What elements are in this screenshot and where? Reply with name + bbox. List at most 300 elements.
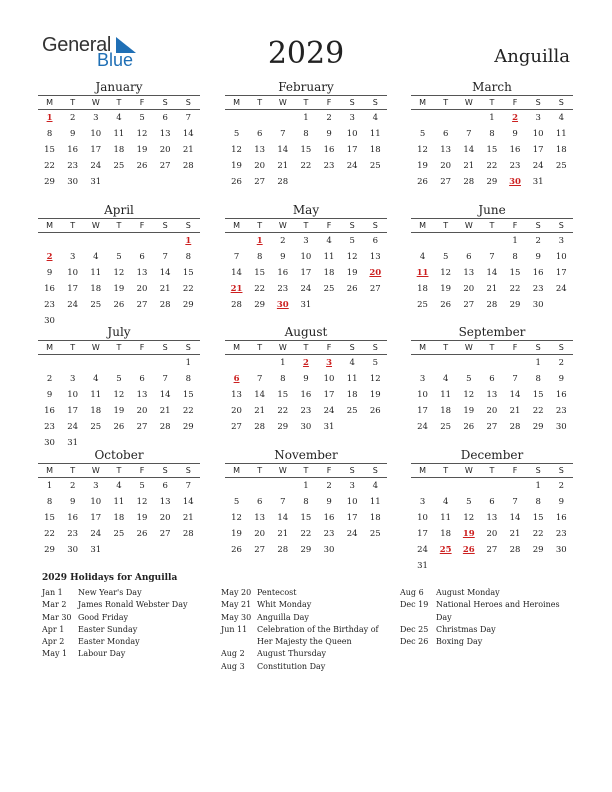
day-cell [411, 479, 434, 494]
holiday-name: National Heroes and Heroines Day [436, 600, 560, 622]
holiday-day-cell: 2 [46, 252, 53, 263]
week-row [38, 372, 200, 387]
day-cell: 14 [277, 513, 289, 524]
day-cell: 23 [277, 284, 289, 295]
day-cell: 4 [93, 374, 99, 385]
day-cell: 29 [532, 422, 544, 433]
day-cell: 24 [346, 161, 358, 172]
week-row [411, 420, 573, 435]
holiday-name: Constitution Day [257, 661, 326, 671]
weekday-label: T [257, 98, 263, 107]
day-cell: 6 [162, 113, 168, 124]
weekday-label: T [257, 221, 263, 230]
day-cell: 5 [466, 374, 472, 385]
day-cell: 13 [440, 145, 452, 156]
holiday-date: Aug 6 [400, 588, 424, 597]
weekday-label: T [443, 466, 449, 475]
day-cell: 22 [486, 161, 498, 172]
day-cell: 18 [417, 284, 428, 295]
month-march [411, 80, 573, 190]
weekday-header [411, 340, 573, 355]
day-cell: 16 [509, 145, 521, 156]
day-cell: 28 [277, 177, 289, 188]
day-cell: 14 [159, 268, 171, 279]
day-cell [38, 234, 61, 249]
holiday-name: Christmas Day [436, 624, 496, 634]
holiday-name: James Ronald Webster Day [78, 600, 188, 610]
day-cell: 5 [419, 129, 426, 140]
day-cell: 20 [136, 284, 148, 295]
weekday-label: M [233, 98, 241, 107]
weekday-label: W [464, 343, 473, 352]
day-cell: 5 [116, 374, 122, 385]
day-cell: 5 [139, 481, 145, 492]
weekday-label: S [558, 221, 564, 230]
week-row [225, 159, 387, 174]
day-cell: 25 [555, 161, 567, 172]
day-cell: 4 [558, 113, 565, 124]
day-cell: 22 [509, 284, 521, 295]
day-cell: 9 [46, 390, 53, 401]
day-cell: 7 [162, 252, 168, 263]
day-cell [504, 559, 527, 574]
day-cell [154, 175, 177, 190]
day-cell [434, 234, 457, 249]
weekday-label: S [162, 343, 168, 352]
holiday-date: Aug 3 [221, 661, 245, 671]
month-december [411, 448, 573, 574]
day-cell: 2 [558, 358, 565, 369]
day-cell: 23 [44, 422, 55, 433]
day-cell: 26 [113, 422, 125, 433]
holiday-item [221, 624, 396, 649]
day-cell: 10 [323, 374, 335, 385]
week-row [411, 372, 573, 387]
day-cell [225, 356, 248, 371]
holiday-name: August Thursday [257, 649, 327, 659]
week-row [225, 298, 387, 313]
holiday-item [400, 624, 575, 636]
day-cell: 1 [280, 358, 286, 369]
month-june [411, 203, 573, 313]
week-row [225, 127, 387, 142]
day-cell: 11 [113, 497, 125, 508]
day-cell [457, 479, 480, 494]
holiday-item [42, 599, 217, 611]
weekday-label: F [512, 98, 518, 107]
day-cell: 18 [440, 529, 452, 540]
day-cell: 12 [417, 145, 428, 156]
day-cell: 15 [277, 390, 289, 401]
day-cell: 7 [489, 252, 495, 263]
holiday-day-cell: 1 [256, 236, 263, 247]
weekday-label: T [443, 343, 449, 352]
weekday-label: S [535, 98, 541, 107]
month-april [38, 203, 200, 329]
weekday-label: T [303, 98, 309, 107]
weekday-label: W [91, 98, 100, 107]
day-cell: 19 [231, 529, 242, 540]
holiday-item [42, 624, 217, 636]
week-row [38, 388, 200, 403]
weekday-label: F [326, 466, 332, 475]
week-row [225, 388, 387, 403]
day-cell: 31 [67, 438, 79, 449]
week-row [38, 234, 200, 249]
day-cell: 16 [44, 284, 55, 295]
day-cell: 27 [136, 300, 148, 311]
weekday-label: M [419, 98, 427, 107]
day-cell: 29 [277, 422, 289, 433]
day-cell: 26 [231, 177, 242, 188]
day-cell [364, 175, 387, 190]
week-row [411, 495, 573, 510]
holiday-day-cell: 26 [462, 545, 475, 556]
day-cell: 27 [486, 545, 498, 556]
day-cell: 16 [555, 390, 567, 401]
day-cell: 29 [254, 300, 266, 311]
holiday-day-cell: 11 [416, 268, 429, 279]
day-cell: 17 [532, 145, 544, 156]
holiday-name: Easter Monday [78, 637, 140, 647]
day-cell: 5 [233, 497, 240, 508]
day-cell [364, 298, 387, 313]
day-cell: 10 [300, 252, 312, 263]
day-cell: 3 [419, 374, 426, 385]
day-cell: 4 [442, 497, 449, 508]
week-row [225, 143, 387, 158]
day-cell [38, 356, 61, 371]
day-cell [225, 479, 248, 494]
day-cell: 18 [113, 145, 125, 156]
day-cell [504, 356, 527, 371]
day-cell: 27 [254, 177, 266, 188]
day-cell: 13 [159, 497, 171, 508]
day-cell: 7 [233, 252, 240, 263]
day-cell: 22 [44, 161, 55, 172]
day-cell: 13 [136, 268, 148, 279]
day-cell: 24 [300, 284, 312, 295]
month-title: March [472, 80, 512, 94]
day-cell: 18 [90, 284, 102, 295]
weekday-label: M [46, 221, 54, 230]
day-cell: 11 [346, 374, 358, 385]
day-cell: 28 [159, 300, 171, 311]
day-cell: 14 [509, 390, 521, 401]
day-cell: 15 [532, 513, 544, 524]
day-cell: 15 [182, 268, 194, 279]
holiday-column [42, 587, 217, 661]
day-cell: 25 [113, 161, 125, 172]
day-cell: 29 [182, 422, 194, 433]
holiday-name: Celebration of the Birthday of Her Majesty the Queen [257, 624, 379, 647]
weekday-label: S [162, 466, 168, 475]
holiday-day-cell: 1 [46, 113, 53, 124]
day-cell: 19 [136, 145, 148, 156]
weekday-label: F [512, 343, 518, 352]
weekday-label: F [139, 343, 145, 352]
holiday-date: Aug 2 [221, 649, 245, 659]
day-cell: 7 [185, 113, 192, 124]
day-cell [480, 559, 503, 574]
day-cell: 6 [139, 252, 145, 263]
week-row [411, 479, 573, 494]
week-row [38, 159, 200, 174]
day-cell: 12 [113, 390, 125, 401]
week-row [38, 250, 200, 265]
week-row [411, 511, 573, 526]
day-cell: 16 [277, 268, 289, 279]
holiday-name: Anguilla Day [257, 612, 309, 622]
day-cell [434, 559, 457, 574]
holiday-date: May 30 [221, 612, 252, 622]
day-cell: 7 [256, 374, 263, 385]
day-cell: 12 [440, 268, 452, 279]
day-cell: 27 [486, 422, 498, 433]
weekday-label: T [116, 221, 122, 230]
weekday-label: T [116, 98, 122, 107]
weekday-label: T [303, 221, 309, 230]
day-cell: 9 [46, 268, 53, 279]
day-cell: 17 [67, 406, 79, 417]
day-cell: 6 [256, 129, 263, 140]
weekday-label: S [535, 466, 541, 475]
day-cell: 19 [113, 406, 125, 417]
holiday-date: Jan 1 [42, 588, 63, 597]
weekday-label: S [185, 221, 191, 230]
day-cell [550, 175, 573, 190]
day-cell [341, 543, 364, 558]
day-cell: 8 [489, 129, 495, 140]
day-cell: 26 [417, 177, 428, 188]
weekday-label: F [139, 98, 145, 107]
day-cell: 17 [346, 513, 358, 524]
day-cell: 5 [372, 358, 379, 369]
day-cell [131, 234, 154, 249]
month-november [225, 448, 387, 558]
day-cell: 16 [323, 513, 335, 524]
day-cell: 25 [90, 300, 102, 311]
weekday-label: W [464, 466, 473, 475]
week-row [411, 388, 573, 403]
week-row [411, 143, 573, 158]
holiday-name: Pentecost [257, 588, 297, 597]
weekday-label: M [233, 343, 241, 352]
day-cell: 5 [442, 252, 449, 263]
weekday-label: T [116, 466, 122, 475]
day-cell: 11 [90, 268, 102, 279]
day-cell: 5 [466, 497, 472, 508]
day-cell: 4 [93, 252, 99, 263]
holiday-item [221, 612, 396, 624]
holiday-name: Labour Day [78, 649, 126, 659]
day-cell [248, 111, 271, 126]
day-cell: 29 [486, 177, 498, 188]
day-cell: 23 [555, 529, 567, 540]
day-cell: 18 [369, 145, 381, 156]
day-cell: 7 [185, 481, 192, 492]
day-cell: 10 [346, 129, 358, 140]
holiday-date: May 1 [42, 649, 68, 659]
day-cell: 26 [231, 545, 242, 556]
week-row [38, 404, 200, 419]
day-cell: 12 [346, 252, 358, 263]
day-cell: 14 [509, 513, 521, 524]
day-cell: 13 [463, 268, 475, 279]
weekday-label: W [278, 98, 287, 107]
day-cell [318, 175, 341, 190]
day-cell [271, 479, 294, 494]
day-cell: 29 [182, 300, 194, 311]
day-cell: 31 [90, 545, 102, 556]
weekday-label: F [512, 466, 518, 475]
day-cell: 3 [93, 481, 99, 492]
holiday-item [221, 661, 396, 673]
day-cell: 29 [44, 177, 55, 188]
day-cell: 2 [280, 236, 286, 247]
day-cell: 19 [136, 513, 148, 524]
month-title: June [478, 203, 506, 217]
weekday-label: T [489, 466, 495, 475]
day-cell: 21 [277, 529, 289, 540]
day-cell: 10 [346, 497, 358, 508]
day-cell: 6 [372, 236, 379, 247]
week-row [225, 111, 387, 126]
day-cell: 24 [323, 406, 335, 417]
day-cell: 21 [277, 161, 289, 172]
day-cell: 23 [509, 161, 521, 172]
day-cell: 30 [300, 422, 312, 433]
holiday-date: Dec 26 [400, 637, 429, 647]
day-cell: 19 [113, 284, 125, 295]
day-cell: 13 [254, 513, 266, 524]
holiday-date: Jun 11 [221, 624, 248, 634]
weekday-label: S [162, 221, 168, 230]
holiday-column [221, 587, 396, 673]
weekday-label: T [303, 343, 309, 352]
day-cell: 8 [46, 497, 53, 508]
day-cell: 26 [440, 300, 452, 311]
day-cell: 10 [67, 390, 79, 401]
day-cell: 24 [417, 545, 428, 556]
day-cell: 1 [535, 481, 541, 492]
day-cell: 14 [182, 129, 194, 140]
weekday-label: S [372, 343, 378, 352]
month-october [38, 448, 200, 558]
day-cell: 17 [300, 268, 312, 279]
holiday-day-cell: 1 [185, 236, 192, 247]
day-cell: 7 [280, 129, 286, 140]
holiday-item [400, 587, 575, 599]
holidays-heading: 2029 Holidays for Anguilla [42, 573, 178, 583]
weekday-label: M [46, 98, 54, 107]
weekday-header [225, 218, 387, 233]
day-cell [480, 234, 503, 249]
weekday-label: S [558, 343, 564, 352]
holiday-date: Dec 25 [400, 624, 429, 634]
day-cell: 3 [349, 113, 355, 124]
day-cell: 1 [512, 236, 518, 247]
day-cell: 27 [369, 284, 381, 295]
day-cell: 4 [116, 481, 122, 492]
day-cell: 3 [93, 113, 99, 124]
holiday-item [221, 599, 396, 611]
day-cell: 27 [463, 300, 475, 311]
week-row [411, 298, 573, 313]
holiday-item [42, 648, 217, 660]
week-row [225, 420, 387, 435]
day-cell: 9 [303, 374, 309, 385]
week-row [225, 250, 387, 265]
day-cell: 19 [440, 284, 452, 295]
week-row [411, 266, 573, 281]
weekday-label: T [70, 221, 76, 230]
weekday-label: W [91, 466, 100, 475]
day-cell: 20 [463, 284, 475, 295]
day-cell: 17 [417, 529, 428, 540]
day-cell: 27 [159, 161, 171, 172]
day-cell: 2 [558, 481, 565, 492]
day-cell: 23 [323, 161, 335, 172]
day-cell: 20 [486, 406, 498, 417]
day-cell: 4 [349, 358, 355, 369]
holiday-name: Boxing Day [436, 637, 483, 647]
day-cell [411, 111, 434, 126]
weekday-label: W [464, 221, 473, 230]
day-cell [248, 479, 271, 494]
holiday-date: Mar 2 [42, 600, 67, 610]
holiday-item [221, 587, 396, 599]
weekday-label: F [326, 221, 332, 230]
day-cell: 10 [90, 497, 102, 508]
weekday-label: T [443, 98, 449, 107]
day-cell: 18 [369, 513, 381, 524]
day-cell: 8 [303, 129, 309, 140]
day-cell: 22 [532, 529, 544, 540]
day-cell: 3 [558, 236, 565, 247]
day-cell: 9 [326, 497, 332, 508]
day-cell: 25 [417, 300, 428, 311]
month-title: January [95, 80, 143, 94]
day-cell: 17 [555, 268, 567, 279]
day-cell [61, 356, 84, 371]
day-cell [131, 543, 154, 558]
month-title: February [278, 80, 334, 94]
weekday-label: T [70, 343, 76, 352]
day-cell: 6 [162, 481, 168, 492]
day-cell: 16 [532, 268, 544, 279]
week-row [411, 250, 573, 265]
weekday-header [225, 95, 387, 110]
day-cell: 28 [277, 545, 289, 556]
day-cell: 11 [113, 129, 125, 140]
weekday-header [225, 463, 387, 478]
day-cell: 13 [159, 129, 171, 140]
holiday-item [42, 636, 217, 648]
day-cell: 25 [90, 422, 102, 433]
day-cell [177, 543, 200, 558]
day-cell: 9 [558, 374, 565, 385]
weekday-label: W [91, 221, 100, 230]
month-title: September [458, 325, 526, 339]
day-cell: 24 [417, 422, 428, 433]
day-cell: 18 [90, 406, 102, 417]
week-row [411, 159, 573, 174]
day-cell: 24 [67, 422, 79, 433]
week-row [38, 175, 200, 190]
day-cell: 1 [303, 113, 309, 124]
day-cell: 20 [254, 529, 266, 540]
